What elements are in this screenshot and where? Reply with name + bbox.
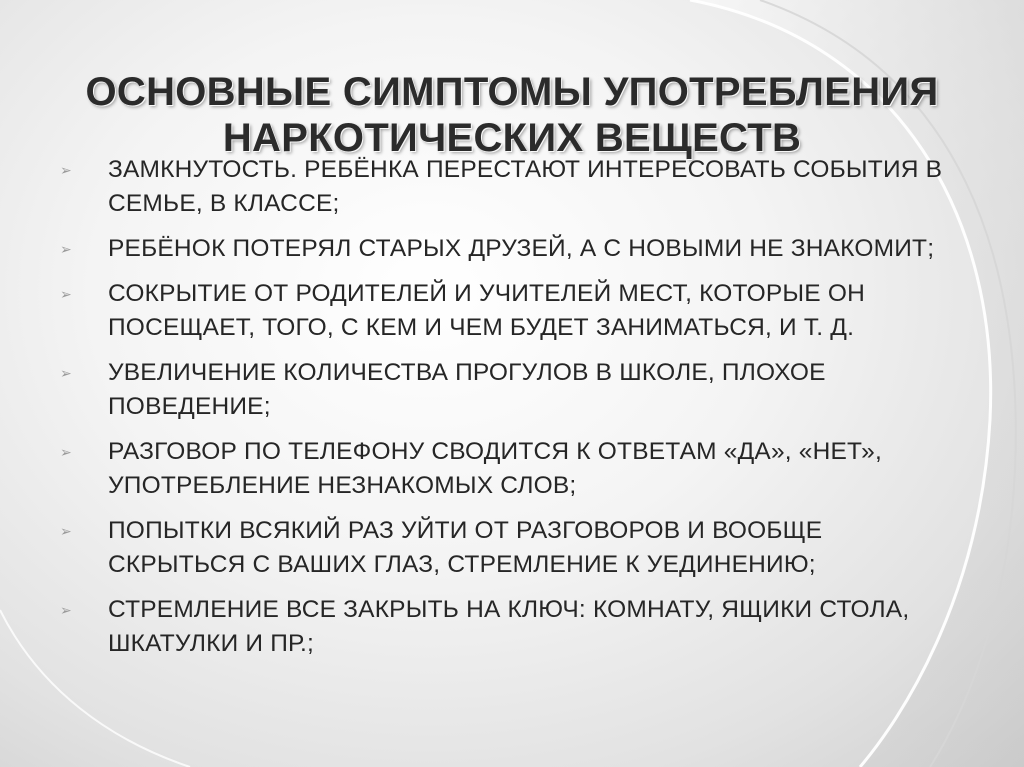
list-item-text: ПОПЫТКИ ВСЯКИЙ РАЗ УЙТИ ОТ РАЗГОВОРОВ И ВООБЩЕ СКРЫТЬСЯ С ВАШИХ ГЛАЗ, СТРЕМЛЕНИЕ К УЕДИНЕНИЮ;: [108, 517, 823, 578]
list-item: [60, 435, 960, 503]
title-line-1: ОСНОВНЫЕ СИМПТОМЫ УПОТРЕБЛЕНИЯ: [85, 69, 939, 114]
title-line-2: НАРКОТИЧЕСКИХ ВЕЩЕСТВ: [222, 115, 802, 160]
arrow-bullet-icon: ➢: [60, 523, 72, 539]
arrow-bullet-icon: ➢: [60, 241, 72, 257]
slide-title: [40, 69, 984, 161]
list-item-text: СТРЕМЛЕНИЕ ВСЕ ЗАКРЫТЬ НА КЛЮЧ: КОМНАТУ, ЯЩИКИ СТОЛА, ШКАТУЛКИ И ПР.;: [108, 596, 910, 657]
list-item-text: СОКРЫТИЕ ОТ РОДИТЕЛЕЙ И УЧИТЕЛЕЙ МЕСТ, КОТОРЫЕ ОН ПОСЕЩАЕТ, ТОГО, С КЕМ И ЧЕМ БУДЕТ ЗАНИМАТЬСЯ, И Т. Д.: [108, 280, 865, 341]
arrow-bullet-icon: ➢: [60, 602, 72, 618]
arrow-bullet-icon: ➢: [60, 286, 72, 302]
list-item: [60, 514, 960, 582]
list-item: [60, 153, 960, 221]
list-item: [60, 277, 960, 345]
arrow-bullet-icon: ➢: [60, 444, 72, 460]
list-item-text: УВЕЛИЧЕНИЕ КОЛИЧЕСТВА ПРОГУЛОВ В ШКОЛЕ, ПЛОХОЕ ПОВЕДЕНИЕ;: [108, 359, 826, 420]
arrow-bullet-icon: ➢: [60, 365, 72, 381]
arrow-bullet-icon: ➢: [60, 162, 72, 178]
list-item-text: ЗАМКНУТОСТЬ. РЕБЁНКА ПЕРЕСТАЮТ ИНТЕРЕСОВАТЬ СОБЫТИЯ В СЕМЬЕ, В КЛАССЕ;: [108, 156, 943, 217]
list-item: [60, 593, 960, 661]
list-item: [60, 356, 960, 424]
list-item-text: РАЗГОВОР ПО ТЕЛЕФОНУ СВОДИТСЯ К ОТВЕТАМ «ДА», «НЕТ», УПОТРЕБЛЕНИЕ НЕЗНАКОМЫХ СЛОВ;: [108, 438, 882, 499]
symptom-list: [60, 153, 960, 672]
list-item-text: РЕБЁНОК ПОТЕРЯЛ СТАРЫХ ДРУЗЕЙ, А С НОВЫМИ НЕ ЗНАКОМИТ;: [108, 235, 935, 262]
list-item: [60, 232, 960, 266]
